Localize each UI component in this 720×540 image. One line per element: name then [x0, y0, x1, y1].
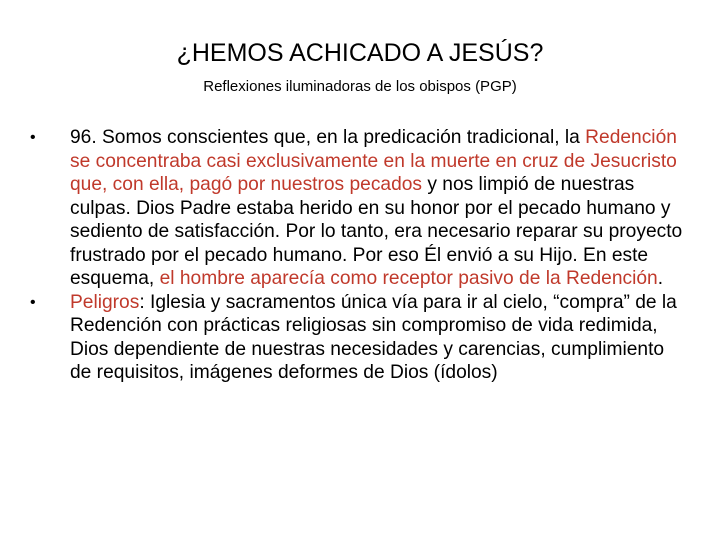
bullet-item-peligros [30, 291, 686, 385]
slide-title: ¿HEMOS ACHICADO A JESÚS? [176, 39, 544, 67]
bullet-item-96 [30, 126, 686, 291]
highlight-peligros: Peligros [70, 291, 140, 313]
bullet-list [30, 126, 686, 385]
highlight-hombre-receptor: el hombre aparecía como receptor pasivo de la Redención [159, 268, 658, 289]
bullet-text-part: y nos limpió de nuestras culpas. Dios Padre estaba herido en su honor por el pecado humano y sediento de satisfacción. Por lo tanto, era necesario reparar su proyecto frustrado por el pecado humano. Por eso Él envió a su Hijo. En este esquema, [70, 174, 683, 289]
bullet-text-part: . [657, 268, 664, 289]
bullet-marker: • [30, 293, 36, 311]
highlight-redencion: Redención se concentraba casi exclusivamente en la muerte en cruz de Jesucristo que, con ella, pagó por nuestros pecados [70, 127, 677, 195]
slide-subtitle: Reflexiones iluminadoras de los obispos (PGP) [203, 78, 517, 95]
bullet-text-part: : Iglesia y sacramentos única vía para ir al cielo, “compra” de la Redención con prácticas religiosas sin compromiso de vida redimida, Dios dependiente de nuestras necesidades y carencias, cumplimiento de requisitos, imágenes deformes de Dios (ídolos) [70, 291, 677, 383]
bullet-marker: • [30, 129, 36, 146]
bullet-text-part: 96. Somos conscientes que, en la predicación tradicional, la [70, 127, 586, 148]
